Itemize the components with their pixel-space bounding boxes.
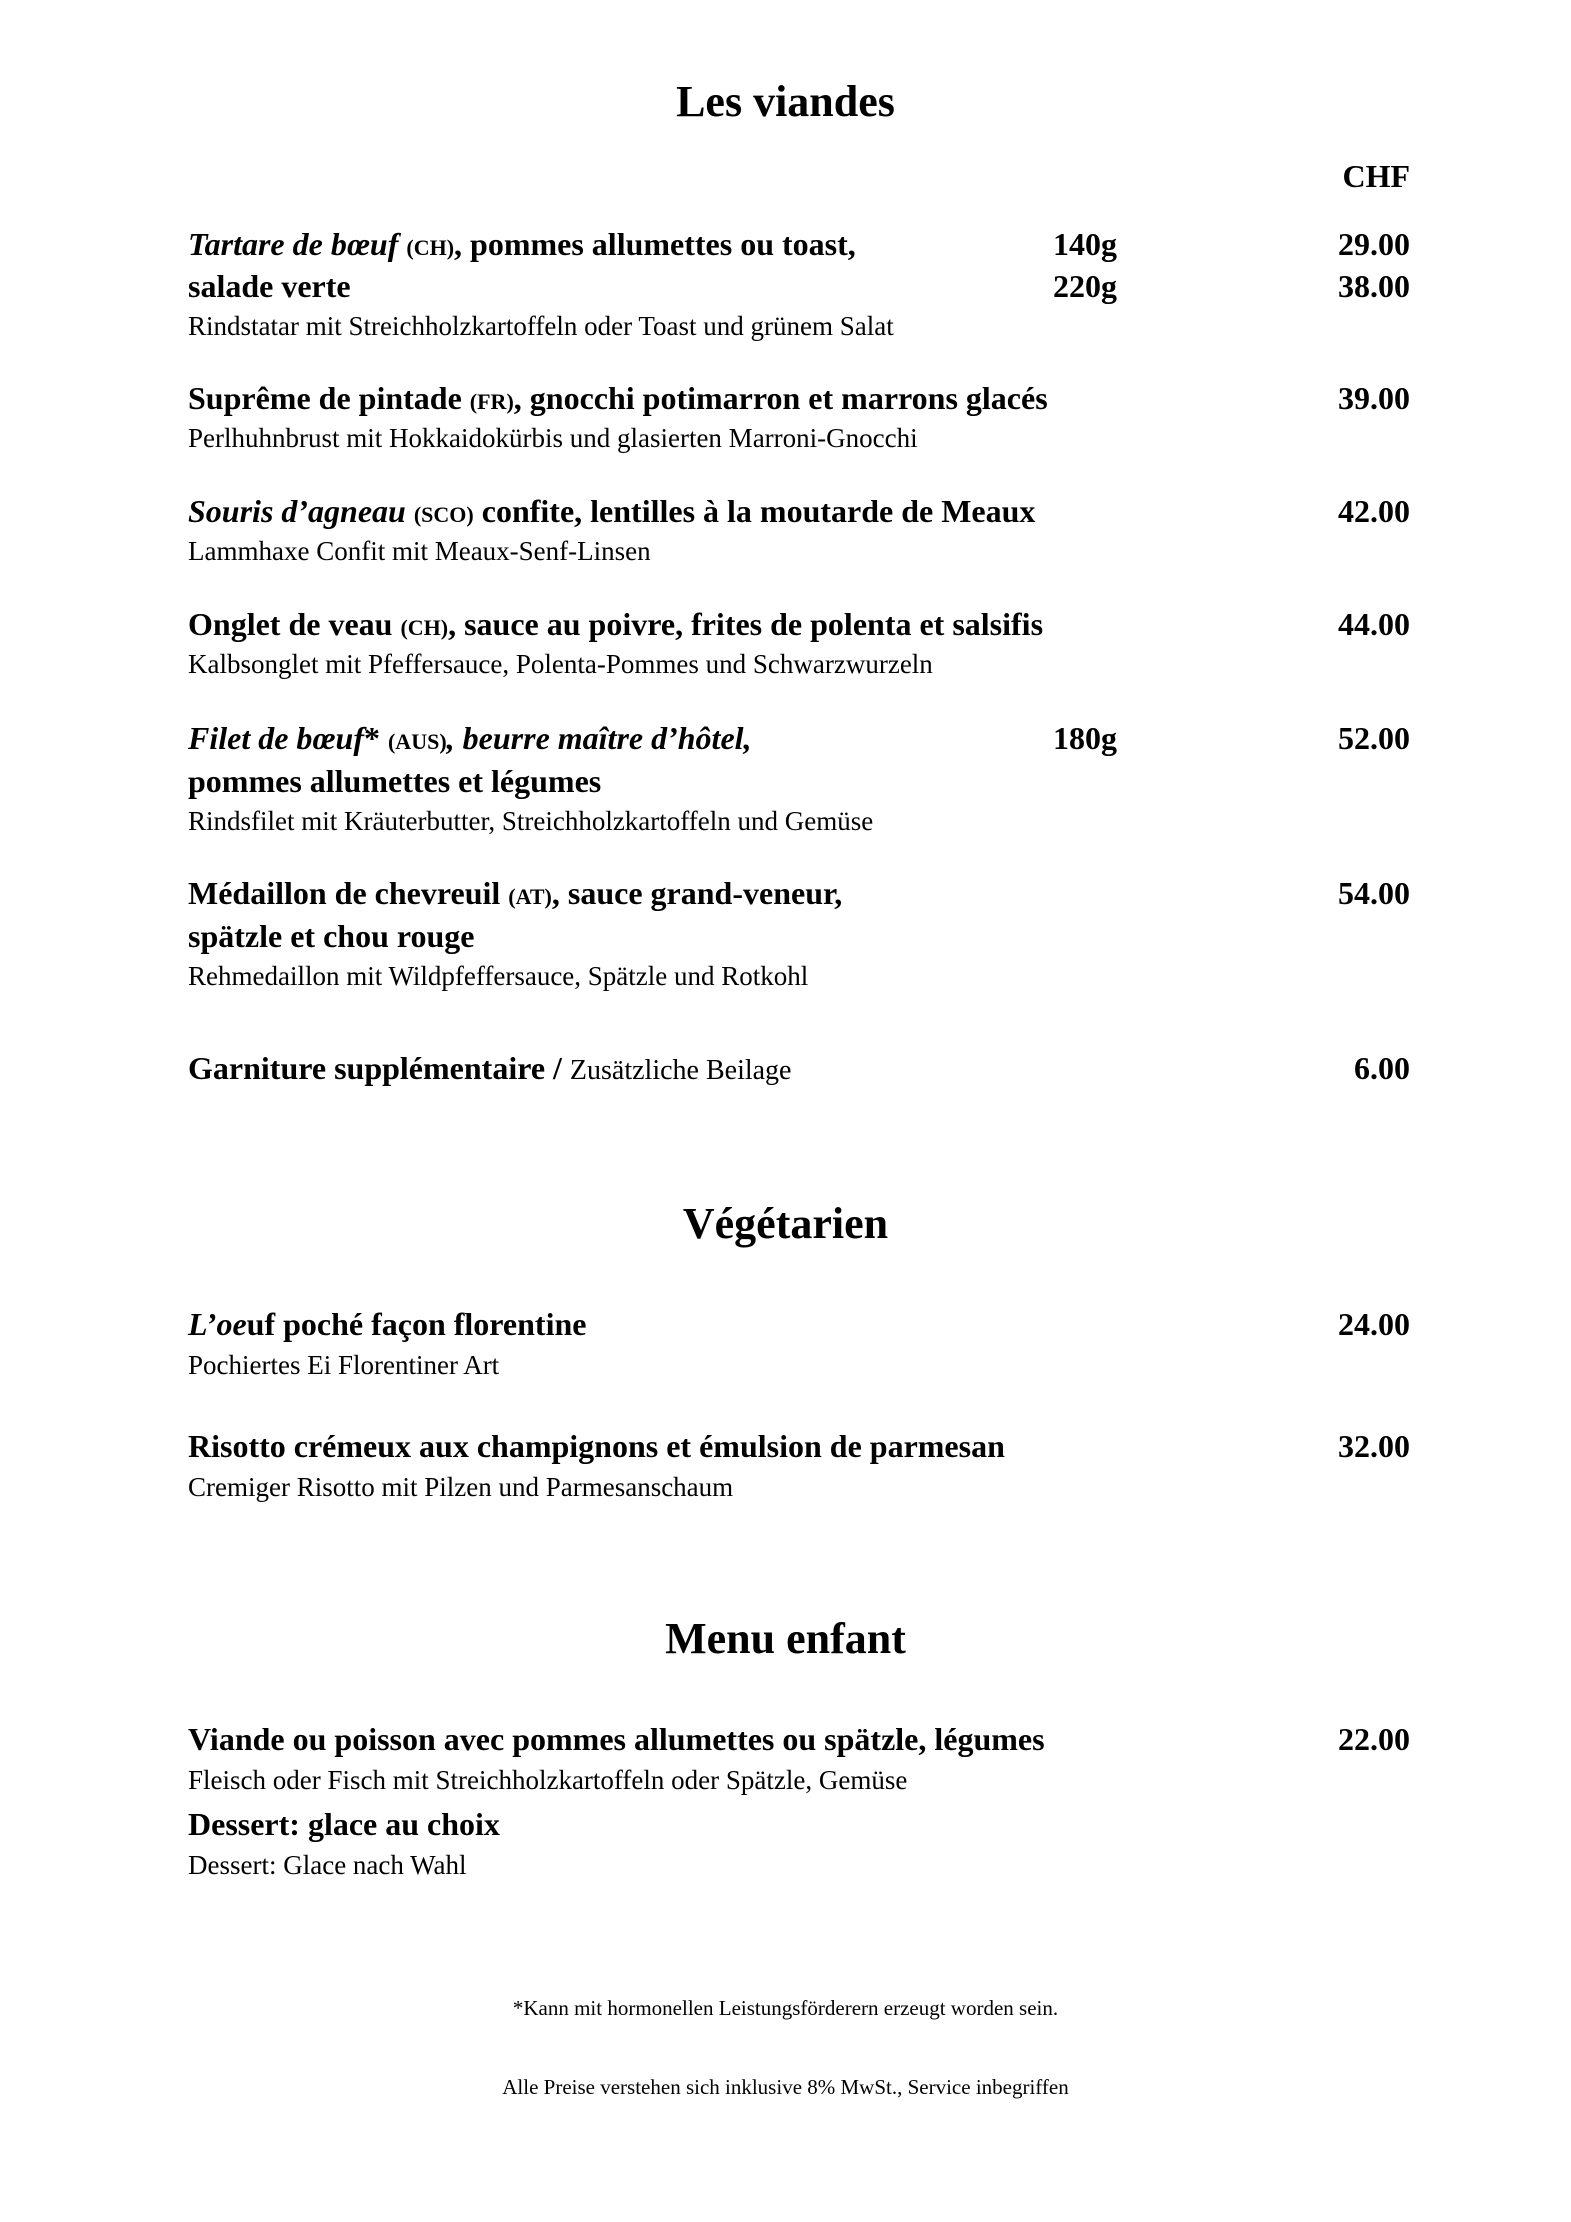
menu-item-filet-line1 [188,720,752,757]
item-description-de: Rindsfilet mit Kräuterbutter, Streichholzkartoffeln und Gemüse [188,806,874,836]
item-qty: 220g [1053,268,1117,304]
footnote-vat: Alle Preise verstehen sich inklusive 8% MwSt., Service inbegriffen [502,2075,1069,2099]
separator: / [545,1050,570,1086]
section-title-viandes: Les viandes [676,77,895,126]
currency-header: CHF [1342,158,1410,194]
item-qty: 140g [1053,226,1117,262]
item-price: 42.00 [1338,493,1410,529]
menu-item-garniture [188,1050,792,1087]
menu-item-tartare-line2: salade verte [188,268,351,304]
origin-label: (AT) [508,884,552,909]
item-description-de: Rehmedaillon mit Wildpfeffersauce, Spätzle und Rotkohl [188,961,809,991]
item-name-rest: uf poché façon florentine [246,1306,587,1342]
item-price: 44.00 [1338,606,1410,642]
section-title-vegetarien: Végétarien [682,1199,889,1248]
menu-item-tartare-line1 [188,226,856,263]
item-price: 6.00 [1354,1050,1410,1086]
origin-label: (SCO) [413,502,474,527]
item-price: 29.00 [1338,226,1410,262]
item-name-rest: , sauce au poivre, frites de polenta et salsifis [448,606,1044,642]
item-description-de: Dessert: Glace nach Wahl [188,1850,467,1880]
menu-item-enfant-dessert: Dessert: glace au choix [188,1806,500,1842]
item-description-de: Zusätzliche Beilage [569,1055,792,1086]
origin-label: (AUS) [387,729,447,754]
item-name: Garniture supplémentaire [188,1050,546,1086]
item-description-de: Perlhuhnbrust mit Hokkaidokürbis und glasierten Marroni-Gnocchi [188,423,918,453]
item-name: Médaillon de chevreuil [188,875,501,911]
footnote-hormones: *Kann mit hormonellen Leistungsförderern erzeugt worden sein. [512,1996,1059,2020]
item-price: 52.00 [1338,720,1410,756]
item-price: 38.00 [1338,268,1410,304]
item-price: 24.00 [1338,1306,1410,1342]
item-qty: 180g [1053,720,1117,756]
item-description-de: Rindstatar mit Streichholzkartoffeln oder Toast und grünem Salat [188,311,894,341]
item-description-de: Lammhaxe Confit mit Meaux-Senf-Linsen [188,536,651,566]
origin-label: (FR) [469,389,514,414]
menu-item-chevreuil-line2: spätzle et chou rouge [188,918,475,954]
item-name-italic: , beurre maître d’hôtel, [446,720,752,756]
item-description-de: Cremiger Risotto mit Pilzen und Parmesanschaum [188,1472,734,1502]
menu-item-onglet [188,606,1043,643]
item-name-italic: L’oe [188,1306,247,1342]
item-name-italic: Souris d’agneau [188,493,406,529]
item-name-italic: Filet de bœuf [188,720,364,756]
item-name-rest: , sauce grand-veneur, [551,875,843,911]
menu-item-filet-line2: pommes allumettes et légumes [188,763,602,799]
item-price: 39.00 [1338,380,1410,416]
menu-item-chevreuil-line1 [188,875,842,912]
item-name-rest: confite, lentilles à la moutarde de Meaux [481,493,1036,529]
item-name: Suprême de pintade [188,380,462,416]
item-description-de: Fleisch oder Fisch mit Streichholzkartoffeln oder Spätzle, Gemüse [188,1765,908,1795]
menu-item-pintade [188,380,1048,417]
menu-item-enfant-main: Viande ou poisson avec pommes allumettes ou spätzle, légumes [188,1721,1045,1757]
menu-item-risotto: Risotto crémeux aux champignons et émulsion de parmesan [188,1428,1005,1464]
item-name-italic: Tartare de bœuf [188,226,399,262]
item-description-de: Kalbsonglet mit Pfeffersauce, Polenta-Pommes und Schwarzwurzeln [188,649,933,679]
item-name-rest: , pommes allumettes ou toast, [454,226,856,262]
item-name: Onglet de veau [188,606,393,642]
menu-item-agneau [188,493,1035,530]
star-marker: * [363,720,380,756]
section-title-enfant: Menu enfant [665,1614,906,1663]
item-price: 54.00 [1338,875,1410,911]
menu-item-oeuf [188,1306,586,1343]
origin-label: (CH) [400,615,449,640]
item-price: 22.00 [1338,1721,1410,1757]
item-price: 32.00 [1338,1428,1410,1464]
item-name-rest: , gnocchi potimarron et marrons glacés [513,380,1048,416]
item-description-de: Pochiertes Ei Florentiner Art [188,1350,500,1380]
origin-label: (CH) [406,235,455,260]
